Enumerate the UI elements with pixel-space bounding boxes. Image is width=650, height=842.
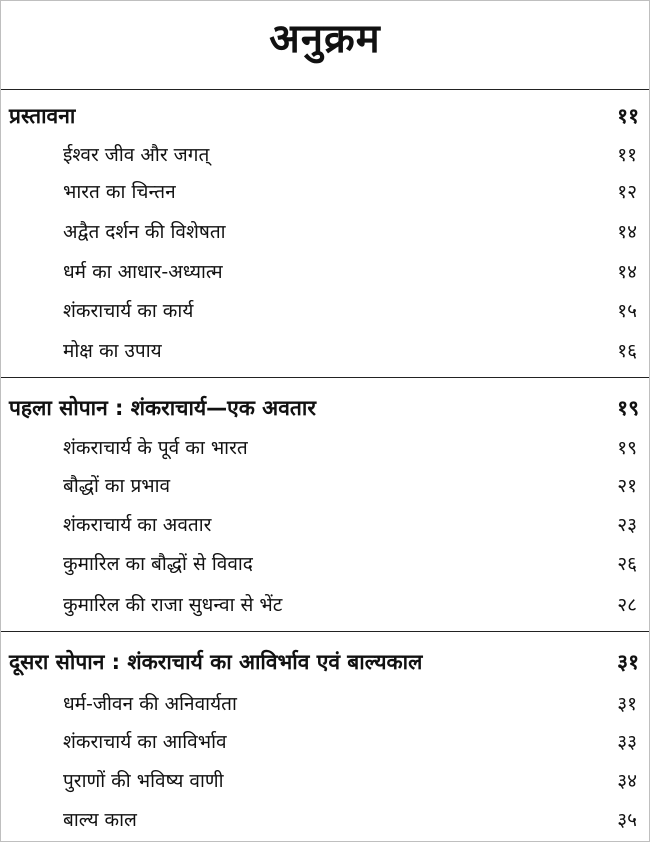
toc-entry[interactable] xyxy=(1,686,649,722)
page-number: ३३ xyxy=(617,731,637,753)
entry-title: मोक्ष का उपाय xyxy=(63,340,162,362)
page-number: १५ xyxy=(617,300,637,322)
toc-section-heading[interactable] xyxy=(1,644,649,680)
section-title: दूसरा सोपान : शंकराचार्य का आविर्भाव एवं बाल्यकाल xyxy=(9,650,423,674)
entry-title: पुराणों की भविष्य वाणी xyxy=(63,770,224,792)
toc-entry[interactable] xyxy=(1,293,649,329)
entry-title: भारत का चिन्तन xyxy=(63,181,176,203)
section-divider xyxy=(1,89,649,90)
entry-title: अद्वैत दर्शन की विशेषता xyxy=(63,221,226,243)
entry-title: शंकराचार्य के पूर्व का भारत xyxy=(63,437,248,459)
page-number: १४ xyxy=(617,221,637,243)
page-number: ३४ xyxy=(617,770,637,792)
toc-section-heading[interactable] xyxy=(1,98,649,134)
toc-entry[interactable] xyxy=(1,137,649,173)
toc-entry[interactable] xyxy=(1,763,649,799)
page-number: १९ xyxy=(617,437,637,459)
toc-entry[interactable] xyxy=(1,333,649,369)
entry-title: कुमारिल की राजा सुधन्वा से भेंट xyxy=(63,594,283,616)
entry-title: शंकराचार्य का आविर्भाव xyxy=(63,731,227,753)
entry-title: बाल्य काल xyxy=(63,809,137,831)
page-number: १६ xyxy=(617,340,637,362)
entry-title: कुमारिल का बौद्धों से विवाद xyxy=(63,553,253,575)
page-number: ११ xyxy=(617,104,639,128)
page-number: २६ xyxy=(617,553,637,575)
toc-section-heading[interactable] xyxy=(1,390,649,426)
toc-entry[interactable] xyxy=(1,174,649,210)
toc-entry[interactable] xyxy=(1,430,649,466)
section-title: पहला सोपान : शंकराचार्य—एक अवतार xyxy=(9,396,316,420)
toc-entry[interactable] xyxy=(1,724,649,760)
toc-entry[interactable] xyxy=(1,214,649,250)
page-number: ३५ xyxy=(617,809,637,831)
entry-title: शंकराचार्य का कार्य xyxy=(63,300,194,322)
entry-title: धर्म-जीवन की अनिवार्यता xyxy=(63,693,237,715)
toc-entry[interactable] xyxy=(1,802,649,838)
page-number: ११ xyxy=(617,144,637,166)
page-number: १४ xyxy=(617,261,637,283)
page-number: १२ xyxy=(617,181,637,203)
toc-entry[interactable] xyxy=(1,254,649,290)
toc-entry[interactable] xyxy=(1,587,649,623)
toc-entry[interactable] xyxy=(1,507,649,543)
entry-title: शंकराचार्य का अवतार xyxy=(63,514,212,536)
entry-title: ईश्वर जीव और जगत् xyxy=(63,144,210,166)
toc-entry[interactable] xyxy=(1,546,649,582)
page-number: २१ xyxy=(617,475,637,497)
page-number: २३ xyxy=(617,514,637,536)
entry-title: धर्म का आधार-अध्यात्म xyxy=(63,261,223,283)
toc-entry[interactable] xyxy=(1,468,649,504)
page-number: ३१ xyxy=(617,693,637,715)
entry-title: बौद्धों का प्रभाव xyxy=(63,475,171,497)
page-title: अनुक्रम xyxy=(269,15,381,62)
page-number: १९ xyxy=(617,396,639,420)
page-number: २८ xyxy=(617,594,637,616)
section-divider xyxy=(1,377,649,378)
section-divider xyxy=(1,631,649,632)
page-number: ३१ xyxy=(617,650,639,674)
section-title: प्रस्तावना xyxy=(9,104,76,128)
